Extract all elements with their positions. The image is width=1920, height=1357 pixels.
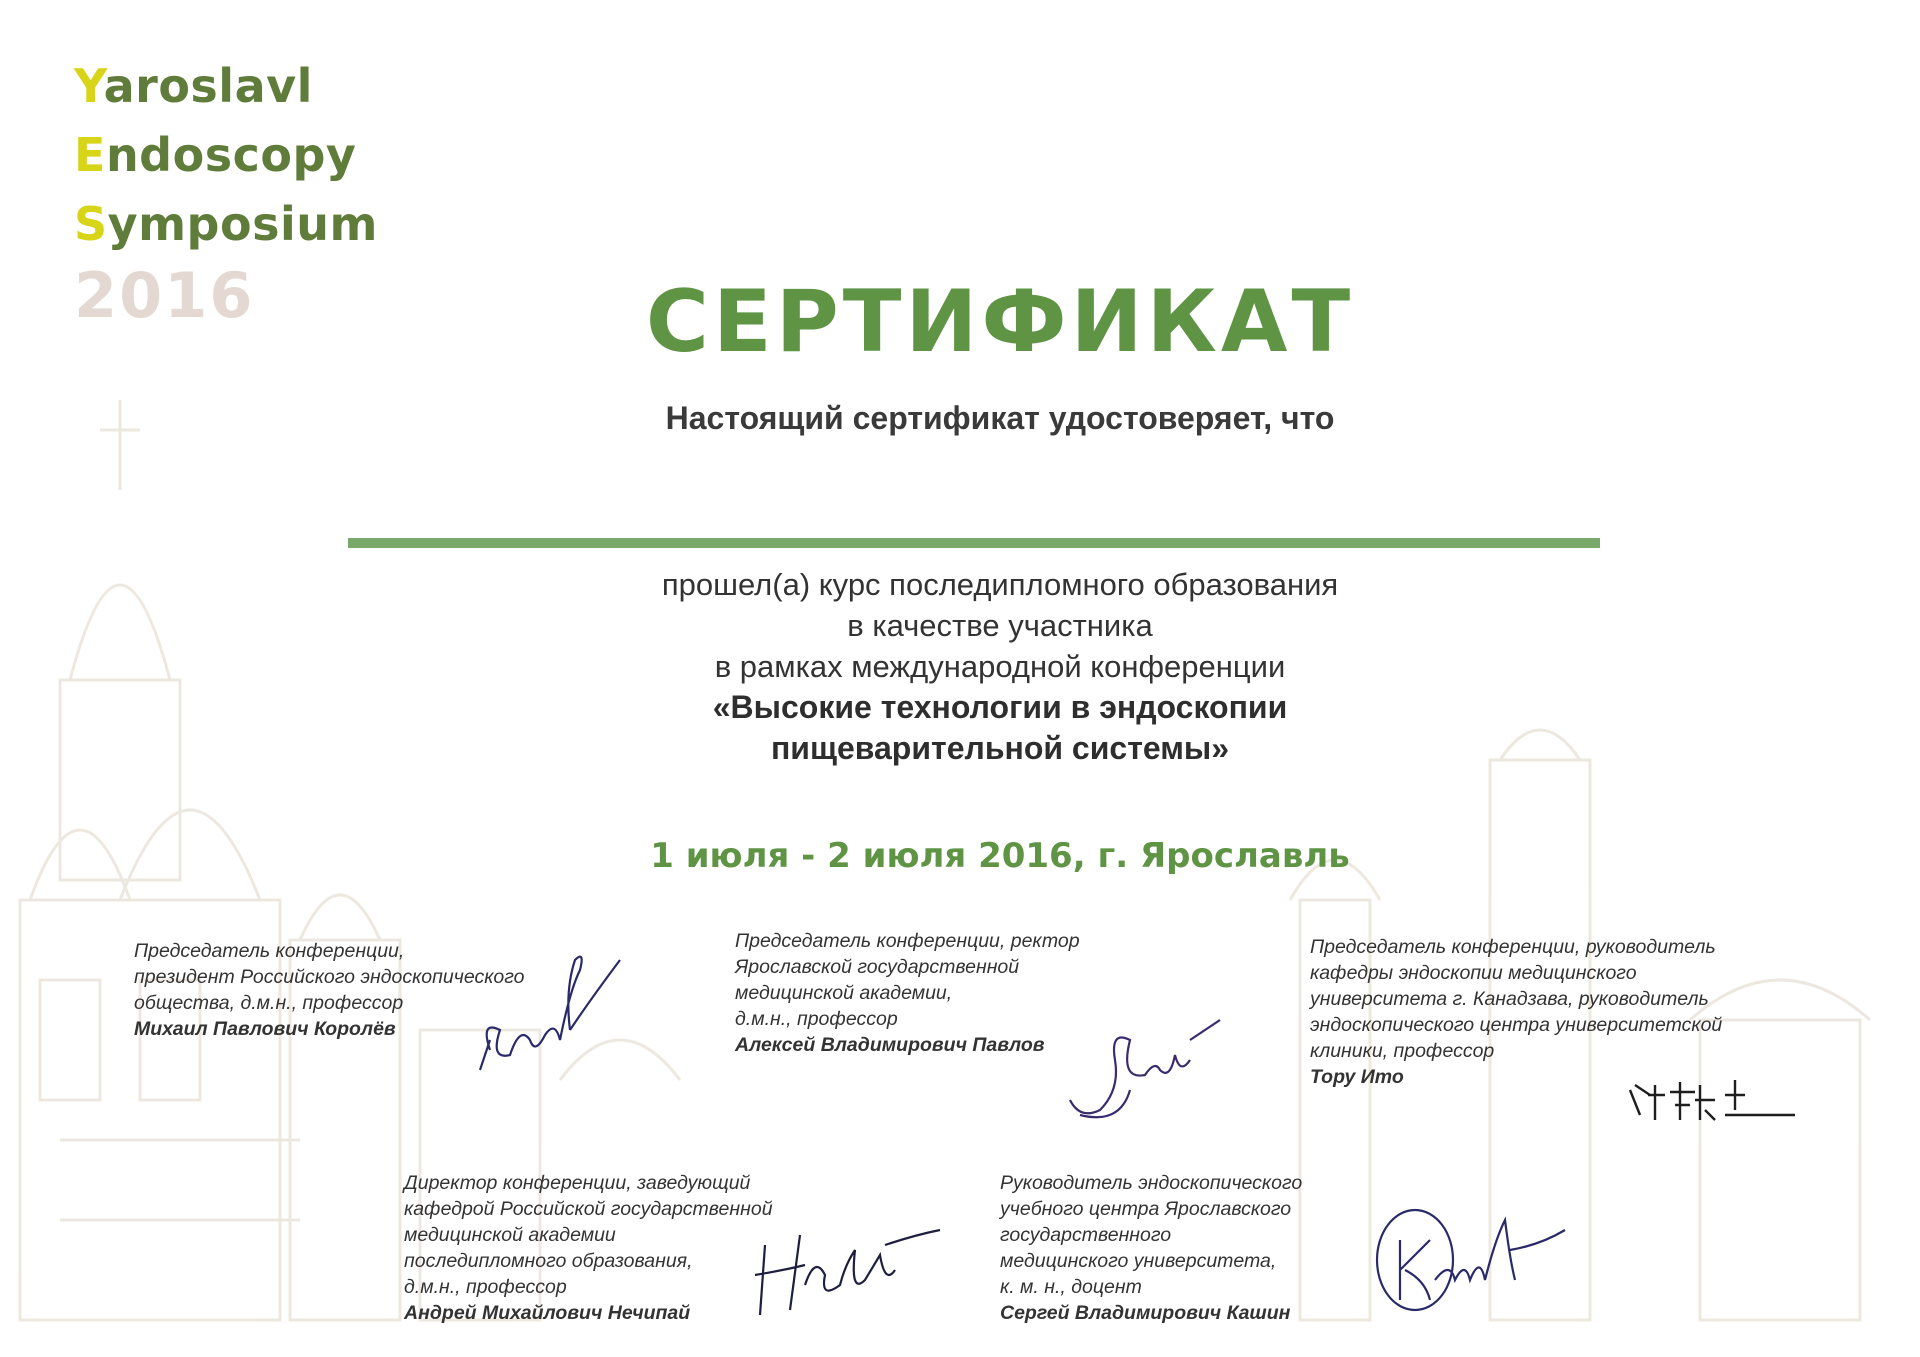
signatory-title-line: д.м.н., профессор <box>735 1008 898 1030</box>
signatory-pavlov <box>735 928 1080 1058</box>
signature-pavlov <box>1060 1000 1230 1130</box>
name-rule <box>348 538 1600 548</box>
signatory-name: Сергей Владимирович Кашин <box>1000 1302 1291 1324</box>
certificate-lead: Настоящий сертификат удостоверяет, что <box>665 400 1335 436</box>
signatory-title-line: Директор конференции, заведующий <box>404 1172 751 1194</box>
conference-title: пищеварительной системы» <box>770 730 1230 766</box>
signature-korolev <box>470 930 640 1090</box>
signatory-title-line: Председатель конференции, ректор <box>735 930 1080 952</box>
signatory-name: Тору Ито <box>1310 1066 1404 1088</box>
certificate-title: СЕРТИФИКАТ <box>645 272 1355 372</box>
logo-line-endoscopy: Endoscopy <box>74 128 357 182</box>
signatory-title-line: эндоскопического центра университетской <box>1310 1014 1723 1036</box>
logo-line-yaroslavl: Yaroslavl <box>74 59 313 113</box>
signatory-title-line: кафедры эндоскопии медицинского <box>1310 962 1637 984</box>
conference-title: «Высокие технологии в эндоскопии <box>712 689 1288 725</box>
signatory-title-line: медицинской академии, <box>735 982 953 1004</box>
logo-year: 2016 <box>74 259 255 332</box>
signatory-title-line: медицинского университета, <box>1000 1250 1277 1272</box>
event-date-place: 1 июля - 2 июля 2016, г. Ярославль <box>650 836 1350 876</box>
signatory-title-line: последипломного образования, <box>404 1250 693 1272</box>
signatory-title-line: к. м. н., доцент <box>1000 1276 1142 1298</box>
signatory-kashin <box>1000 1170 1302 1326</box>
signatory-title-line: президент Российского эндоскопического <box>134 966 525 988</box>
signatory-title-line: Руководитель эндоскопического <box>1000 1172 1303 1194</box>
logo-line-symposium: Symposium <box>74 197 378 251</box>
signatory-name: Михаил Павлович Королёв <box>134 1018 396 1040</box>
signatory-ito <box>1310 934 1722 1090</box>
signatory-title-line: кафедрой Российской государственной <box>404 1198 773 1220</box>
signatory-korolev <box>134 938 525 1042</box>
signatory-title-line: д.м.н., профессор <box>404 1276 567 1298</box>
body-line: в рамках международной конференции <box>714 649 1286 684</box>
signatory-name: Андрей Михайлович Нечипай <box>404 1302 691 1324</box>
signatory-title-line: университета г. Канадзава, руководитель <box>1310 988 1709 1010</box>
signatory-title-line: клиники, профессор <box>1310 1040 1495 1062</box>
signatory-title-line: Ярославской государственной <box>735 956 1020 978</box>
signature-ito <box>1620 1070 1800 1130</box>
signatory-title-line: медицинской академии <box>404 1224 616 1246</box>
signatory-name: Алексей Владимирович Павлов <box>735 1034 1045 1056</box>
signatory-title-line: государственного <box>1000 1224 1172 1246</box>
signatory-nechipay <box>404 1170 773 1326</box>
signatory-title-line: Председатель конференции, руководитель <box>1310 936 1716 958</box>
signature-kashin <box>1370 1200 1570 1330</box>
signatory-title-line: учебного центра Ярославского <box>1000 1198 1292 1220</box>
body-line: в качестве участника <box>847 608 1153 643</box>
certificate-body <box>0 564 1920 769</box>
signatory-title-line: общества, д.м.н., профессор <box>134 992 404 1014</box>
body-line: прошел(а) курс последипломного образования <box>661 567 1339 602</box>
signatory-title-line: Председатель конференции, <box>134 940 405 962</box>
signature-nechipay <box>745 1215 945 1325</box>
